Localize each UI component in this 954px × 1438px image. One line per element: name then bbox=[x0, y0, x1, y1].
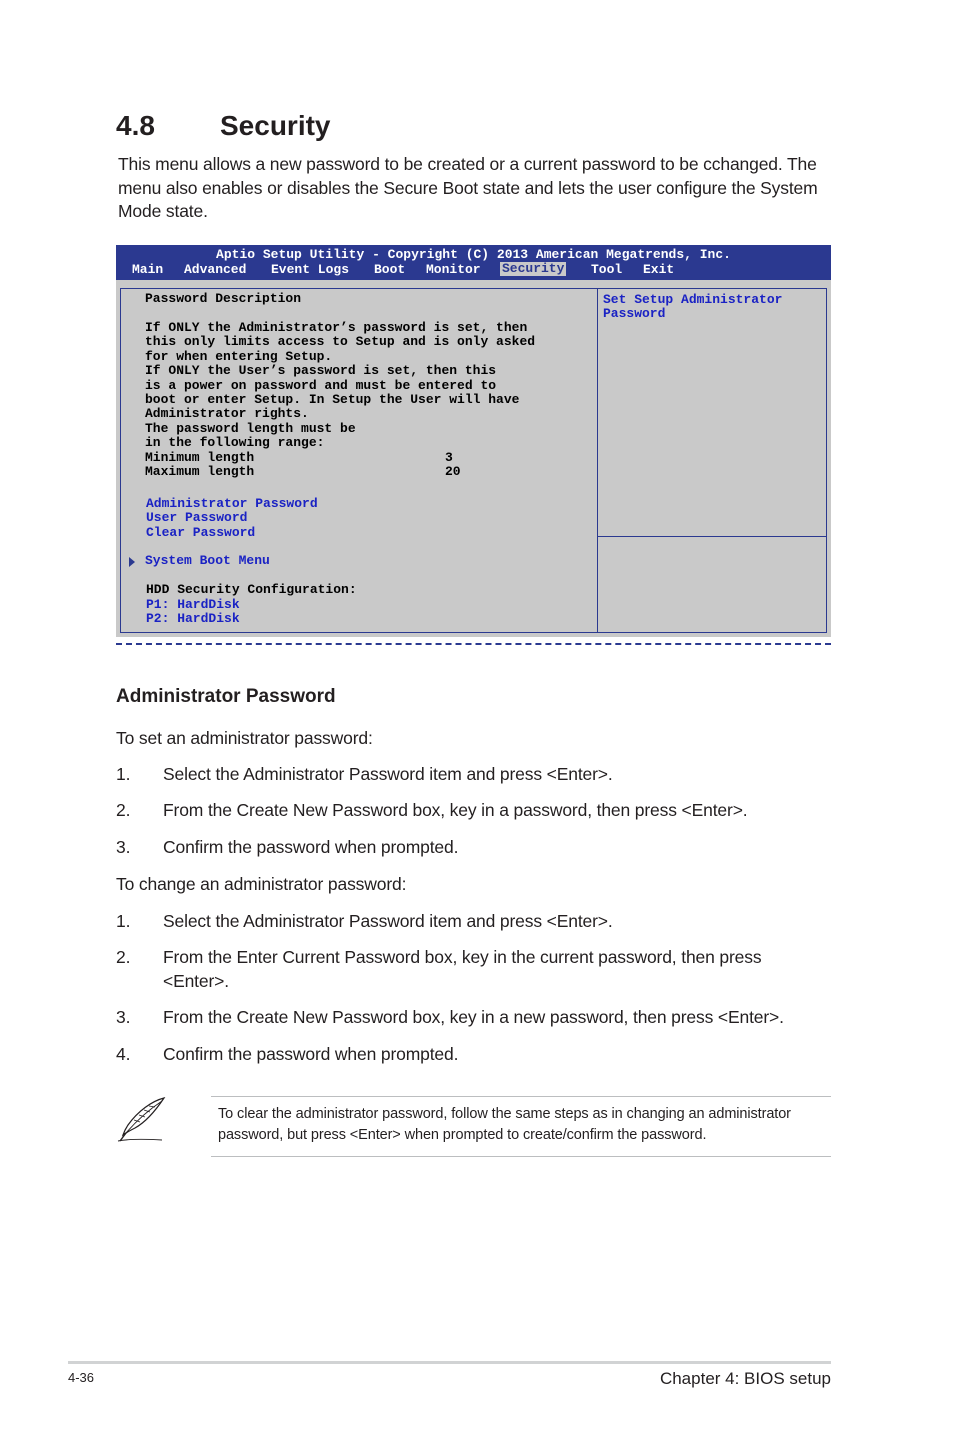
menu-event-logs[interactable]: Event Logs bbox=[271, 262, 350, 277]
change-step-number: 4. bbox=[116, 1044, 131, 1064]
desc-line: boot or enter Setup. In Setup the User will have bbox=[145, 392, 520, 408]
section-number: 4.8 bbox=[116, 110, 155, 141]
help-panel-text bbox=[603, 293, 782, 322]
help-line: Password bbox=[603, 306, 666, 322]
desc-line: this only limits access to Setup and is only asked bbox=[145, 334, 536, 350]
set-step-text: From the Create New Password box, key in a password, then press <Enter>. bbox=[163, 800, 748, 820]
bios-header bbox=[116, 245, 831, 280]
menu-advanced[interactable]: Advanced bbox=[184, 262, 247, 277]
admin-password-heading: Administrator Password bbox=[116, 686, 336, 707]
section-intro: This menu allows a new password to be created or a current password to be cchanged. The menu also enables or disables the Secure Boot state and lets the user configure the System Mode state. bbox=[118, 154, 818, 221]
menu-main[interactable]: Main bbox=[132, 262, 164, 277]
hdd-security-heading: HDD Security Configuration: bbox=[146, 582, 357, 597]
system-boot-menu-item[interactable]: System Boot Menu bbox=[145, 553, 270, 568]
clear-password-item[interactable]: Clear Password bbox=[146, 525, 256, 540]
change-intro: To change an administrator password: bbox=[116, 874, 407, 894]
menu-boot[interactable]: Boot bbox=[374, 262, 406, 277]
administrator-password-item[interactable]: Administrator Password bbox=[146, 496, 318, 511]
desc-line: for when entering Setup. bbox=[145, 348, 333, 364]
change-step-text: From the Enter Current Password box, key in the current password, then press bbox=[163, 947, 762, 967]
footer-rule bbox=[68, 1361, 831, 1364]
change-step-text: Confirm the password when prompted. bbox=[163, 1044, 459, 1064]
help-line: Set Setup Administrator bbox=[603, 292, 783, 307]
hdd-p2-item[interactable]: P2: HardDisk bbox=[146, 611, 240, 626]
note-top-rule bbox=[211, 1096, 831, 1097]
menu-tool[interactable]: Tool bbox=[591, 262, 623, 277]
section-title: Security bbox=[220, 110, 331, 141]
note-line: To clear the administrator password, follow the same steps as in changing an administrator bbox=[218, 1106, 791, 1122]
menu-monitor[interactable]: Monitor bbox=[426, 262, 481, 277]
chapter-title: Chapter 4: BIOS setup bbox=[659, 1369, 831, 1388]
max-length-value: 20 bbox=[445, 464, 461, 479]
change-step-text-continued: <Enter>. bbox=[163, 971, 229, 991]
max-length-label: Maximum length bbox=[145, 464, 255, 479]
set-intro: To set an administrator password: bbox=[116, 728, 373, 748]
set-step-number: 2. bbox=[116, 800, 131, 820]
page-number: 4-36 bbox=[68, 1370, 95, 1385]
desc-line: in the following range: bbox=[145, 435, 325, 451]
desc-line: Administrator rights. bbox=[145, 406, 309, 422]
set-step-number: 3. bbox=[116, 837, 131, 857]
desc-line: The password length must be bbox=[145, 420, 356, 436]
hdd-p1-item[interactable]: P1: HardDisk bbox=[146, 597, 240, 612]
min-length-value: 3 bbox=[445, 450, 453, 465]
note-text bbox=[218, 1104, 830, 1146]
bios-title: Aptio Setup Utility - Copyright (C) 2013 American Megatrends, Inc. bbox=[216, 247, 731, 262]
change-step-number: 2. bbox=[116, 947, 131, 967]
set-step-text: Confirm the password when prompted. bbox=[163, 837, 459, 857]
menu-exit[interactable]: Exit bbox=[643, 262, 675, 277]
bios-divider bbox=[597, 288, 598, 633]
desc-line: If ONLY the Administrator’s password is set, then bbox=[145, 320, 528, 335]
bios-screen bbox=[116, 245, 831, 637]
set-step-text: Select the Administrator Password item and press <Enter>. bbox=[163, 764, 613, 784]
bios-bottom-dashed-line bbox=[116, 643, 831, 645]
user-password-item[interactable]: User Password bbox=[146, 510, 248, 525]
desc-line: If ONLY the User’s password is set, then this bbox=[145, 363, 497, 379]
menu-security[interactable]: Security bbox=[502, 261, 565, 276]
password-description-heading: Password Description bbox=[145, 291, 302, 306]
note-line: password, but press <Enter> when prompted to create/confirm the password. bbox=[218, 1127, 707, 1143]
password-description bbox=[145, 321, 535, 451]
submenu-arrow-icon bbox=[129, 557, 135, 567]
help-divider bbox=[597, 536, 827, 537]
desc-line: is a power on password and must be entered to bbox=[145, 377, 497, 393]
change-step-number: 1. bbox=[116, 911, 131, 931]
note-bottom-rule bbox=[211, 1156, 831, 1157]
change-step-text: From the Create New Password box, key in a new password, then press <Enter>. bbox=[163, 1007, 784, 1027]
quill-pen-icon bbox=[114, 1095, 170, 1143]
change-step-number: 3. bbox=[116, 1007, 131, 1027]
min-length-label: Minimum length bbox=[145, 450, 255, 465]
set-step-number: 1. bbox=[116, 764, 131, 784]
change-step-text: Select the Administrator Password item and press <Enter>. bbox=[163, 911, 613, 931]
